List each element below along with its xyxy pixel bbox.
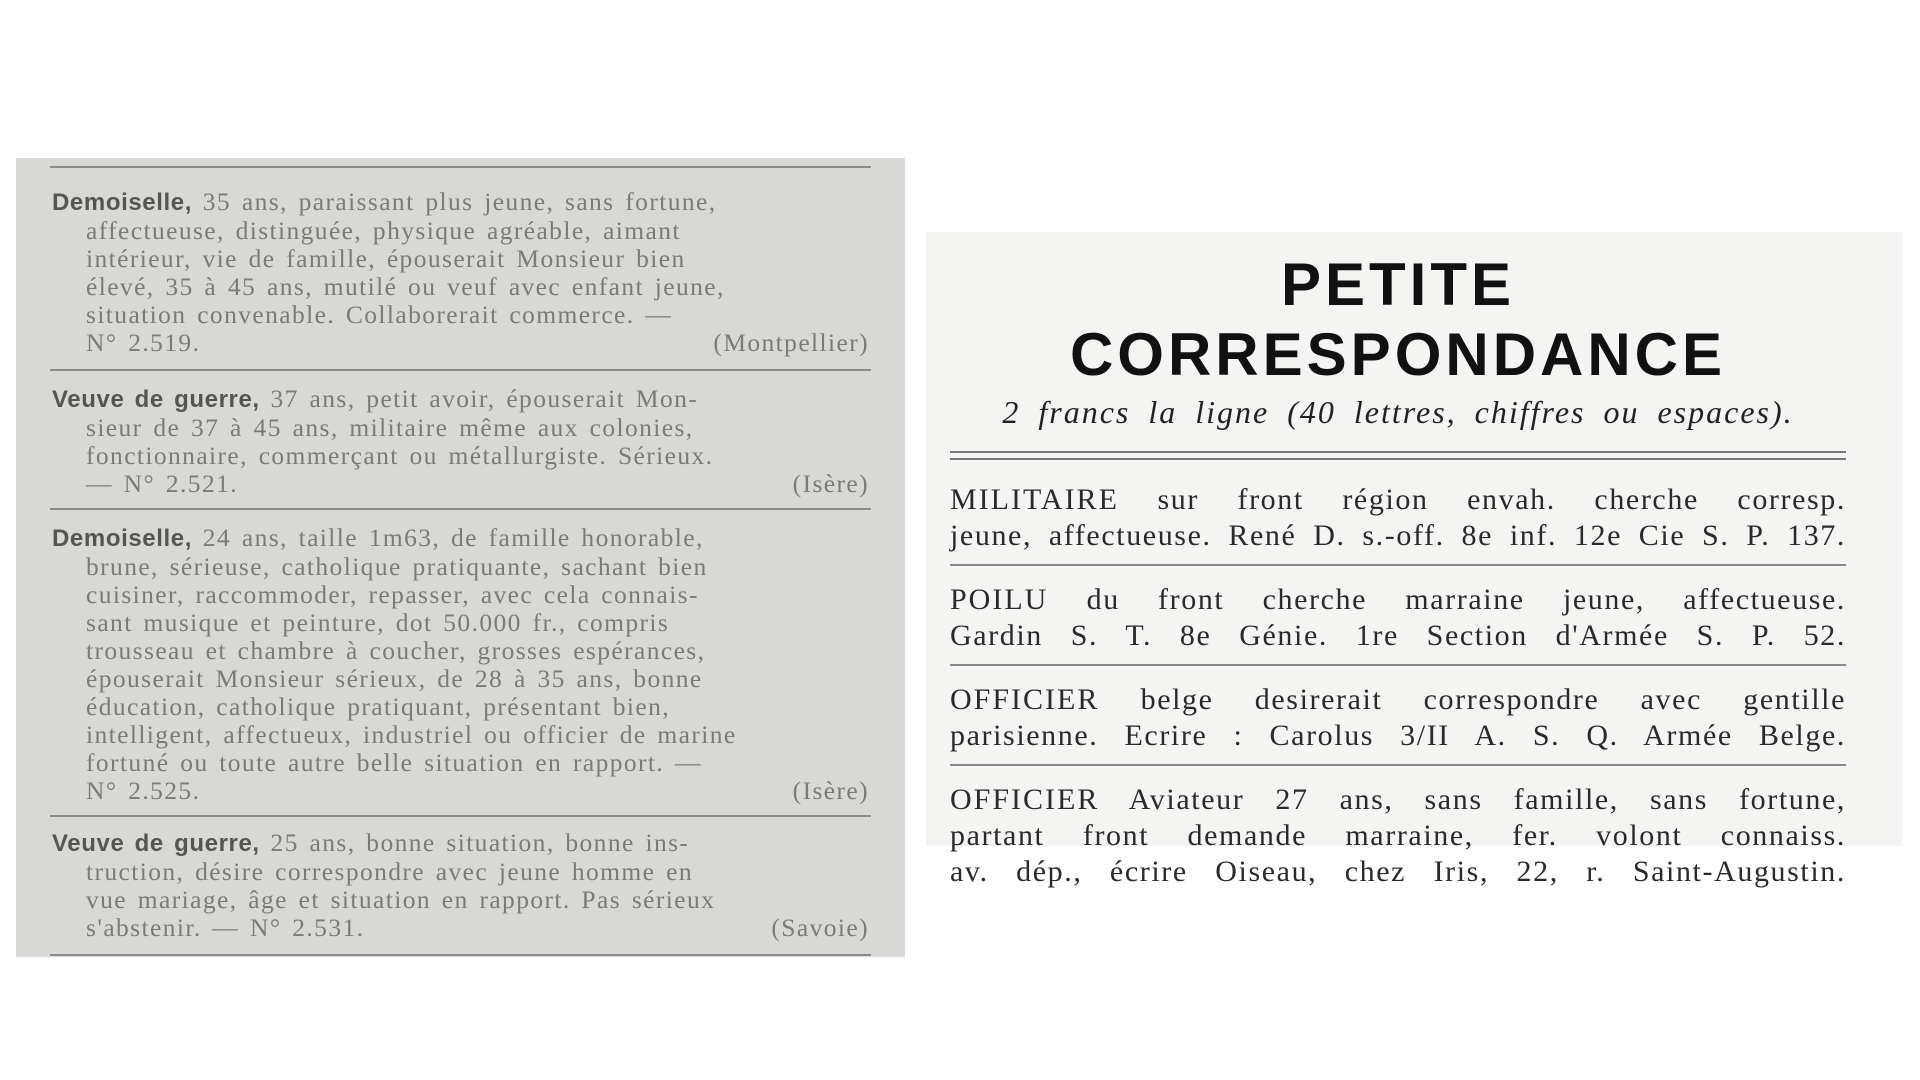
ad-text: intelligent, affectueux, industriel ou officier de marine xyxy=(86,720,737,749)
ad-text: sant musique et peinture, dot 50.000 fr., compris xyxy=(86,608,670,637)
ad-line xyxy=(950,582,1846,618)
ad-text: éducation, catholique pratiquant, présentant bien, xyxy=(86,692,671,721)
ad-line xyxy=(950,482,1846,518)
classified-ad xyxy=(50,371,871,508)
ad-text: brune, sérieuse, catholique pratiquante, sachant bien xyxy=(86,552,708,581)
ad-place: (Montpellier) xyxy=(713,328,869,357)
classified-ad xyxy=(950,766,1846,900)
classified-ad xyxy=(50,510,871,815)
ad-text: fortuné ou toute autre belle situation en rapport. — xyxy=(86,748,702,777)
ad-text: vue mariage, âge et situation en rapport. Pas sérieux xyxy=(86,885,716,914)
ad-text: jeune, affectueuse. René D. s.-off. 8e inf. 12e Cie S. P. 137. xyxy=(950,519,1846,552)
ad-text: situation convenable. Collaborerait commerce. — xyxy=(86,300,673,329)
ad-text: 37 ans, petit avoir, épouserait Mon- xyxy=(270,384,699,413)
ad-text: sieur de 37 à 45 ans, militaire même aux colonies, xyxy=(86,413,694,442)
ad-text: trousseau et chambre à coucher, grosses espérances, xyxy=(86,636,706,665)
ad-text: truction, désire correspondre avec jeune homme en xyxy=(86,857,694,886)
ad-text: 25 ans, bonne situation, bonne ins- xyxy=(270,828,690,857)
classified-ad xyxy=(950,460,1846,564)
ad-text: fonctionnaire, commerçant ou métallurgiste. Sérieux. xyxy=(86,441,714,470)
ad-text: affectueuse, distinguée, physique agréable, aimant xyxy=(86,216,681,245)
classified-ad xyxy=(950,566,1846,664)
left-clipping xyxy=(16,158,905,957)
ad-text: intérieur, vie de famille, épouserait Monsieur bien xyxy=(86,244,686,273)
classified-ad xyxy=(50,817,871,954)
divider xyxy=(50,954,871,956)
right-clipping xyxy=(926,232,1902,888)
ad-text: 24 ans, taille 1m63, de famille honorable, xyxy=(202,523,704,552)
ad-text: Aviateur 27 ans, sans famille, sans fortune, xyxy=(1128,783,1846,816)
ad-text: 35 ans, paraissant plus jeune, sans fortune, xyxy=(202,187,717,216)
ad-footer xyxy=(52,777,869,805)
ad-text: belge desirerait correspondre avec gentille xyxy=(1140,683,1846,716)
ad-text: av. dép., écrire Oiseau, chez Iris, 22, r. Saint-Augustin. xyxy=(950,855,1846,888)
ad-number: — N° 2.521. xyxy=(86,469,239,498)
classified-ad xyxy=(50,168,871,369)
section-subtitle: 2 francs la ligne (40 lettres, chiffres ou espaces). xyxy=(1002,394,1794,430)
ad-text: élevé, 35 à 45 ans, mutilé ou veuf avec enfant jeune, xyxy=(86,272,725,301)
ad-keyword: POILU xyxy=(950,583,1049,616)
ad-place: (Savoie) xyxy=(771,913,869,942)
ad-text: partant front demande marraine, fer. volont connaiss. xyxy=(950,819,1846,852)
ad-text: sur front région envah. cherche corresp. xyxy=(1157,483,1846,516)
ad-text: Gardin S. T. 8e Génie. 1re Section d'Armée S. P. 52. xyxy=(950,619,1846,652)
ad-text: cuisiner, raccommoder, repasser, avec cela connais- xyxy=(86,580,699,609)
ad-first-line xyxy=(52,524,869,553)
ad-first-line xyxy=(52,385,869,414)
ad-text: épouserait Monsieur sérieux, de 28 à 35 ans, bonne xyxy=(86,664,703,693)
ad-text: parisienne. Ecrire : Carolus 3/II A. S. Q. Armée Belge. xyxy=(950,719,1846,752)
ad-footer xyxy=(52,470,869,498)
ad-footer xyxy=(52,329,869,357)
ad-number: N° 2.519. xyxy=(86,328,201,357)
ad-line xyxy=(950,682,1846,718)
ad-first-line xyxy=(52,829,869,858)
ad-heading: Demoiselle, xyxy=(52,189,192,216)
section-title: PETITE CORRESPONDANCE xyxy=(1069,251,1727,388)
ad-line xyxy=(950,782,1846,818)
ad-keyword: OFFICIER xyxy=(950,683,1100,716)
ad-first-line xyxy=(52,188,869,217)
ad-heading: Demoiselle, xyxy=(52,525,192,552)
ad-number: s'abstenir. — N° 2.531. xyxy=(86,913,365,942)
ad-footer xyxy=(52,914,869,942)
classified-ad xyxy=(950,666,1846,764)
ad-place: (Isère) xyxy=(792,776,869,805)
ad-keyword: MILITAIRE xyxy=(950,483,1119,516)
double-divider xyxy=(950,451,1846,460)
ad-keyword: OFFICIER xyxy=(950,783,1100,816)
ad-number: N° 2.525. xyxy=(86,776,201,805)
ad-place: (Isère) xyxy=(792,469,869,498)
ad-heading: Veuve de guerre, xyxy=(52,830,260,857)
ad-text: du front cherche marraine jeune, affectueuse. xyxy=(1086,583,1846,616)
ad-heading: Veuve de guerre, xyxy=(52,386,260,413)
